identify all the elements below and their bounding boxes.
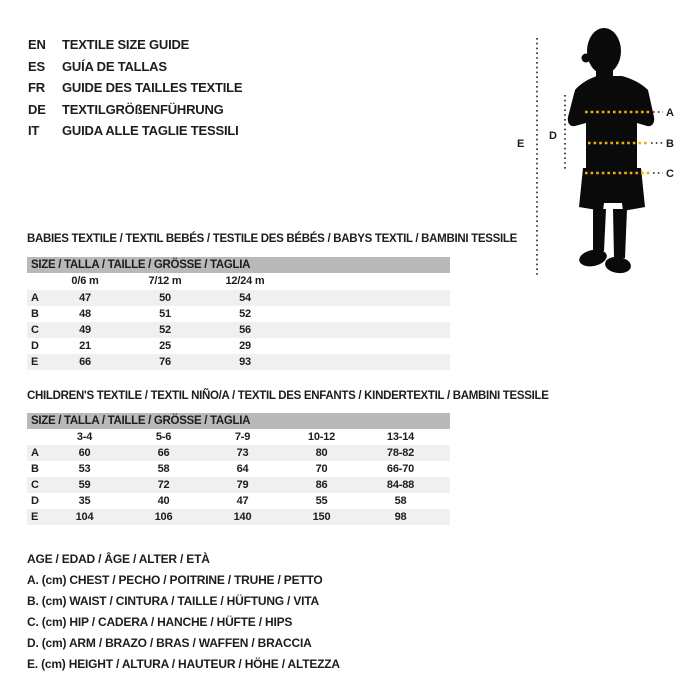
measure-label-c: C [666,168,674,180]
cell: 73 [236,447,249,459]
cell: 98 [394,511,407,523]
table-row [27,354,450,370]
column-header: 0/6 m [71,275,99,287]
cell: 54 [239,292,251,304]
row-label: C [31,479,39,491]
table-header-row [27,429,450,445]
row-label: E [31,356,39,368]
measure-label-a: A [666,107,674,119]
row-label: E [31,511,39,523]
legend-item: D. (cm) ARM / BRAZO / BRAS / WAFFEN / BRACCIA [27,636,312,650]
cell: 93 [239,356,251,368]
cell: 86 [315,479,328,491]
cell: 52 [239,308,251,320]
size-header-bar: SIZE / TALLA / TAILLE / GRÖSSE / TAGLIA [27,413,450,429]
measure-label-b: B [666,138,674,150]
language-title: GUIDE DES TAILLES TEXTILE [62,80,243,95]
cell: 35 [78,495,91,507]
cell: 56 [239,324,251,336]
language-code: FR [28,80,45,95]
cell: 25 [159,340,171,352]
legend-item: B. (cm) WAIST / CINTURA / TAILLE / HÜFTUNG / VITA [27,594,319,608]
table-row [27,338,450,354]
spacer [27,429,45,445]
babies-size-table [27,257,450,370]
table-row [27,290,450,306]
children-section-heading: CHILDREN'S TEXTILE / TEXTIL NIÑO/A / TEXTIL DES ENFANTS / KINDERTEXTIL / BAMBINI TESSILE [27,390,549,402]
row-label: A [31,292,39,304]
language-code: IT [28,123,40,138]
column-header: 13-14 [386,431,415,443]
language-code: DE [28,101,46,117]
language-row [28,77,242,99]
legend-age-line: AGE / EDAD / ÂGE / ALTER / ETÀ [27,552,210,566]
language-row [28,120,242,142]
cell: 40 [157,495,170,507]
table-row [27,509,450,525]
cell: 51 [159,308,171,320]
cell: 48 [79,308,91,320]
table-header-row [27,273,450,290]
cell: 59 [78,479,91,491]
row-label: B [31,308,39,320]
cell: 21 [79,340,91,352]
language-title: TEXTILE SIZE GUIDE [62,37,190,52]
measure-label-d: D [549,130,557,142]
cell: 106 [154,511,173,523]
cell: 79 [236,479,249,491]
children-size-table [27,413,450,525]
column-header: 7/12 m [148,275,182,287]
cell: 66 [79,356,91,368]
child-measurement-figure [500,18,700,288]
cell: 78-82 [386,447,415,459]
language-code: EN [28,37,46,52]
language-title: TEXTILGRÖßENFÜHRUNG [62,101,224,117]
column-header: 3-4 [76,431,93,443]
language-row [28,56,242,78]
row-label: A [31,447,39,459]
cell: 140 [233,511,252,523]
cell: 84-88 [386,479,415,491]
cell: 72 [157,479,170,491]
table-row [27,477,450,493]
cell: 64 [236,463,249,475]
cell: 150 [312,511,331,523]
measure-label-e: E [517,138,525,150]
table-row [27,461,450,477]
language-code: ES [28,58,45,74]
row-label: C [31,324,39,336]
cell: 58 [394,495,407,507]
cell: 47 [236,495,249,507]
row-label: B [31,463,39,475]
language-title: GUÍA DE TALLAS [62,58,167,74]
cell: 104 [75,511,94,523]
legend-item: A. (cm) CHEST / PECHO / POITRINE / TRUHE / PETTO [27,573,323,587]
language-list [28,34,242,142]
cell: 60 [78,447,91,459]
column-header: 10-12 [307,431,336,443]
cell: 53 [78,463,91,475]
column-header: 5-6 [155,431,172,443]
measure-legend [27,549,340,675]
legend-item: C. (cm) HIP / CADERA / HANCHE / HÜFTE / HIPS [27,615,293,629]
ear [582,54,591,63]
cell: 52 [159,324,171,336]
cell: 58 [157,463,170,475]
spacer [27,273,45,290]
table-row [27,445,450,461]
row-label: D [31,340,39,352]
cell: 66 [157,447,170,459]
babies-section-heading: BABIES TEXTILE / TEXTIL BEBÉS / TESTILE DES BÉBÉS / BABYS TEXTIL / BAMBINI TESSILE [27,233,517,245]
column-header: 12/24 m [225,275,265,287]
cell: 66-70 [386,463,415,475]
table-row [27,493,450,509]
cell: 80 [315,447,328,459]
cell: 55 [315,495,328,507]
cell: 29 [239,340,251,352]
cell: 50 [159,292,171,304]
table-row [27,306,450,322]
row-label: D [31,495,39,507]
table-row [27,322,450,338]
cell: 70 [315,463,328,475]
cell: 49 [79,324,91,336]
child-silhouette-icon [568,28,654,275]
size-header-bar: SIZE / TALLA / TAILLE / GRÖSSE / TAGLIA [27,257,450,273]
cell: 47 [79,292,91,304]
language-row [28,99,242,121]
language-row [28,34,242,56]
language-title: GUIDA ALLE TAGLIE TESSILI [62,123,239,138]
column-header: 7-9 [234,431,251,443]
legend-item: E. (cm) HEIGHT / ALTURA / HAUTEUR / HÖHE / ALTEZZA [27,657,340,671]
cell: 76 [159,356,171,368]
